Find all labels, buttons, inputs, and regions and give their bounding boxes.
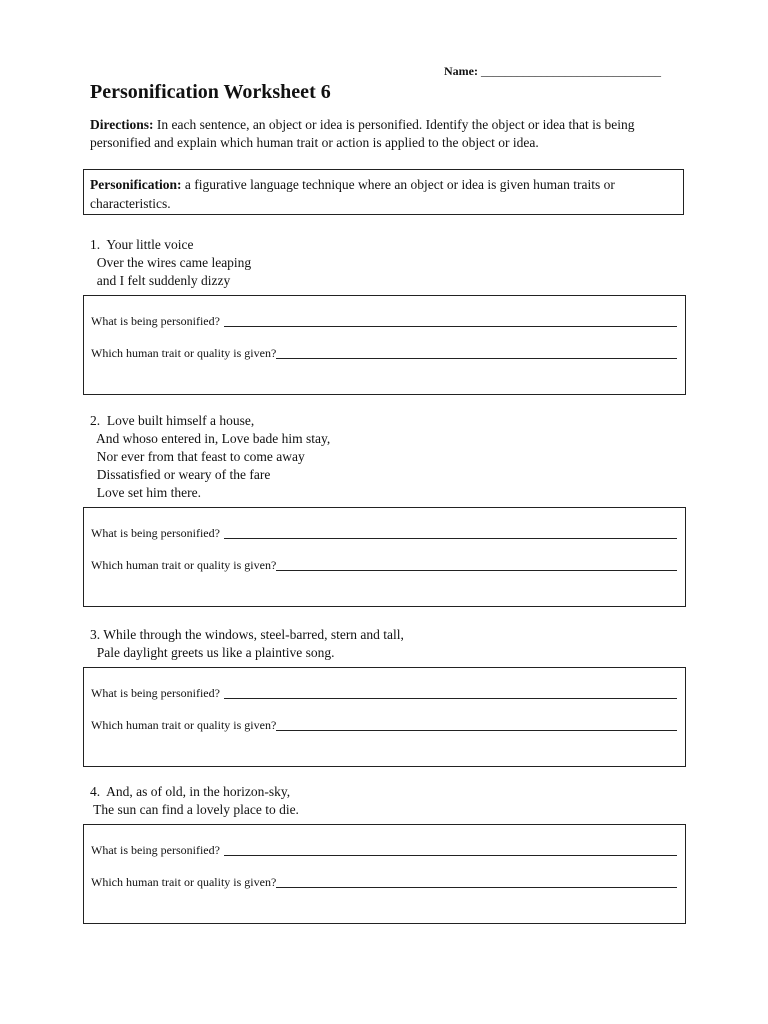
name-blank[interactable]: ______________________________ <box>480 64 661 78</box>
question-personified-label: What is being personified? <box>91 843 220 857</box>
question-personified-row <box>91 526 677 541</box>
definition-box <box>83 169 684 215</box>
poem-line: and I felt suddenly dizzy <box>90 273 231 288</box>
poem-excerpt-2 <box>90 412 330 502</box>
directions-label: Directions: <box>90 117 154 132</box>
question-personified-row <box>91 686 677 701</box>
worksheet-title: Personification Worksheet 6 <box>90 81 331 103</box>
question-personified-label: What is being personified? <box>91 686 220 700</box>
question-trait-row <box>91 718 677 733</box>
answer-personified-input[interactable] <box>224 526 677 539</box>
answer-personified-input[interactable] <box>224 314 677 327</box>
answer-box-3 <box>83 667 686 767</box>
poem-line: The sun can find a lovely place to die. <box>90 802 299 817</box>
poem-line: 1. Your little voice <box>90 237 194 252</box>
definition-text: a figurative language technique where an object or idea is given human traits or characteristics. <box>90 177 615 211</box>
poem-line: Nor ever from that feast to come away <box>90 449 305 464</box>
answer-trait-input[interactable] <box>276 558 677 571</box>
answer-trait-input[interactable] <box>276 875 677 888</box>
answer-personified-input[interactable] <box>224 686 677 699</box>
question-trait-row <box>91 875 677 890</box>
question-trait-label: Which human trait or quality is given? <box>91 718 277 732</box>
poem-excerpt-1 <box>90 236 251 290</box>
answer-box-1 <box>83 295 686 395</box>
poem-line: Pale daylight greets us like a plaintive song. <box>90 645 335 660</box>
directions <box>90 116 680 152</box>
poem-line: Love set him there. <box>90 485 201 500</box>
question-trait-label: Which human trait or quality is given? <box>91 875 277 889</box>
poem-line: Dissatisfied or weary of the fare <box>90 467 271 482</box>
poem-line: And whoso entered in, Love bade him stay, <box>90 431 331 446</box>
question-personified-row <box>91 843 677 858</box>
poem-excerpt-4 <box>90 783 299 819</box>
question-personified-label: What is being personified? <box>91 314 220 328</box>
definition-term: Personification: <box>90 177 182 192</box>
question-personified-row <box>91 314 677 329</box>
name-label: Name: <box>444 64 478 78</box>
question-trait-label: Which human trait or quality is given? <box>91 346 277 360</box>
question-trait-row <box>91 558 677 573</box>
answer-trait-input[interactable] <box>276 346 677 359</box>
answer-personified-input[interactable] <box>224 843 677 856</box>
answer-box-2 <box>83 507 686 607</box>
poem-line: Over the wires came leaping <box>90 255 252 270</box>
poem-line: 2. Love built himself a house, <box>90 413 255 428</box>
poem-excerpt-3 <box>90 626 404 662</box>
poem-line: 4. And, as of old, in the horizon-sky, <box>90 784 291 799</box>
name-field[interactable] <box>444 64 661 79</box>
answer-trait-input[interactable] <box>276 718 677 731</box>
answer-box-4 <box>83 824 686 924</box>
question-personified-label: What is being personified? <box>91 526 220 540</box>
poem-line: 3. While through the windows, steel-barred, stern and tall, <box>90 627 404 642</box>
question-trait-row <box>91 346 677 361</box>
directions-text: In each sentence, an object or idea is personified. Identify the object or idea that is being personified and explain which human trait or action is applied to the object or idea. <box>90 117 635 150</box>
question-trait-label: Which human trait or quality is given? <box>91 558 277 572</box>
